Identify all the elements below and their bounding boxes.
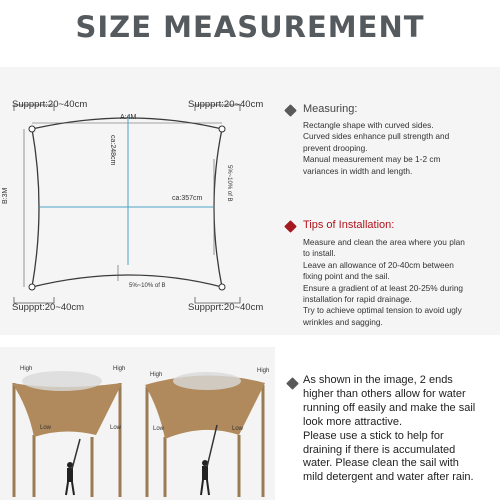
support-label-bottom-left: Supppt:20~40cm <box>12 302 85 313</box>
install-note-line: draining if there is accumulated <box>303 443 456 456</box>
right-high-label-1: High <box>150 372 163 378</box>
right-low-label-2: Low <box>232 426 244 432</box>
install-note-line: water. Please clean the sail with <box>303 457 459 470</box>
right-high-label-2: High <box>257 368 270 374</box>
tips-line: Try to achieve optimal tension to avoid ugly <box>303 305 462 316</box>
tips-line: wrinkles and sagging. <box>303 316 383 327</box>
height-label: B:3M <box>2 187 9 204</box>
corner-ring-tr <box>219 126 225 132</box>
left-low-label-2: Low <box>110 425 122 431</box>
sag-right-label: 5%~10% of B <box>226 165 232 202</box>
install-note-text <box>303 374 475 485</box>
tips-line: installation for rapid drainage. <box>303 294 412 305</box>
right-low-label-1: Low <box>153 426 165 432</box>
measuring-line: prevent drooping. <box>303 142 368 153</box>
measuring-line: Manual measurement may be 1-2 cm <box>303 154 441 165</box>
tips-text <box>303 237 465 328</box>
install-note-line: As shown in the image, 2 ends <box>303 374 453 386</box>
measuring-heading: Measuring: <box>303 103 358 115</box>
measuring-line: Rectangle shape with curved sides. <box>303 120 434 130</box>
ca-horizontal-label: ca:357cm <box>172 195 203 202</box>
install-note-line: look more attractive. <box>303 415 403 428</box>
left-high-label-1: High <box>20 366 33 372</box>
sag-bottom-label: 5%~10% of B <box>129 283 166 289</box>
corner-ring-bl <box>29 284 35 290</box>
install-note-line: mild detergent and water after rain. <box>303 471 474 484</box>
support-label-top-left: Suppprt:20~40cm <box>12 99 88 110</box>
tips-line: to install. <box>303 248 336 259</box>
tips-line: fixing point and the sail. <box>303 271 390 282</box>
measuring-line: variances in width and length. <box>303 165 413 176</box>
support-label-bottom-right: Suppprt:20~40cm <box>188 302 264 313</box>
install-note-line: running off easily and make the sail <box>303 401 476 414</box>
corner-ring-br <box>219 284 225 290</box>
sail-outline <box>32 118 222 287</box>
support-label-top-right: Suppprt:20~40cm <box>188 99 264 110</box>
install-note-line: higher than others allow for water <box>303 387 466 400</box>
install-note-line: Please use a stick to help for <box>303 429 444 442</box>
measuring-text <box>303 120 449 177</box>
corner-ring-tl <box>29 126 35 132</box>
tips-line: Measure and clean the area where you plan <box>303 237 465 247</box>
page-title: SIZE MEASUREMENT <box>75 10 425 44</box>
tips-line: Leave an allowance of 20-40cm between <box>303 259 454 270</box>
sail-illustration-right <box>135 347 275 500</box>
ca-vertical-label: ca:248cm <box>109 135 116 166</box>
left-low-label-1: Low <box>40 425 52 431</box>
measuring-line: Curved sides enhance pull strength and <box>303 131 450 142</box>
width-label: A:4M <box>120 114 137 121</box>
left-high-label-2: High <box>113 366 126 372</box>
tips-heading: Tips of Installation: <box>303 219 395 231</box>
tips-line: Ensure a gradient of at least 20-25% during <box>303 282 464 293</box>
